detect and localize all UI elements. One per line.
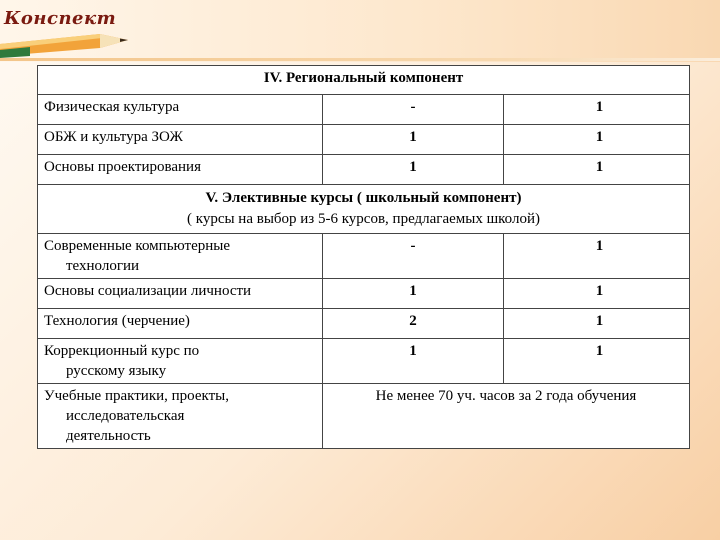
subject-name: ОБЖ и культура ЗОЖ [38,125,323,155]
subject-name-line2: технологии [66,258,140,274]
table-row [38,125,690,155]
hours-grade-10: 2 [323,309,504,339]
slide-header-bar [0,0,720,62]
hours-grade-11: 1 [504,125,690,155]
hours-grade-11: 1 [504,339,690,384]
table-row [38,234,690,279]
curriculum-table-container [37,65,690,449]
subject-name [38,384,323,449]
section-5-header [38,185,690,234]
table-row [38,384,690,449]
hours-grade-10: 1 [323,279,504,309]
subject-name: Основы социализации личности [38,279,323,309]
logo-text: Конспект [4,8,117,29]
subject-name [38,234,323,279]
hours-grade-11: 1 [504,155,690,185]
table-row [38,309,690,339]
table-row [38,339,690,384]
hours-grade-10: - [323,95,504,125]
subject-name-line2: исследовательская [66,408,185,424]
hours-grade-10: 1 [323,155,504,185]
section-5-subtitle: ( курсы на выбор из 5-6 курсов, предлагаемых школой) [187,211,540,227]
subject-name: Технология (черчение) [38,309,323,339]
subject-name: Физическая культура [38,95,323,125]
table-row [38,95,690,125]
subject-name-line3: деятельность [66,428,151,444]
section-4-title: IV. Региональный компонент [38,66,690,95]
subject-name-line1: Современные компьютерные [44,238,231,254]
section-4-header-row [38,66,690,95]
hours-grade-11: 1 [504,309,690,339]
subject-name-line1: Коррекционный курс по [44,343,200,359]
section-5-header-row [38,185,690,234]
hours-grade-11: 1 [504,234,690,279]
hours-grade-11: 1 [504,95,690,125]
hours-grade-10: - [323,234,504,279]
logo [0,0,150,62]
subject-name-line1: Учебные практики, проекты, [44,388,229,404]
subject-name [38,339,323,384]
curriculum-table [37,65,690,449]
table-row [38,155,690,185]
subject-name-line2: русскому языку [66,363,167,379]
hours-grade-10: 1 [323,125,504,155]
subject-name: Основы проектирования [38,155,323,185]
hours-grade-11: 1 [504,279,690,309]
hours-grade-10: 1 [323,339,504,384]
table-row [38,279,690,309]
hours-total-note: Не менее 70 уч. часов за 2 года обучения [323,384,690,449]
section-5-title: V. Элективные курсы ( школьный компонент) [205,190,522,206]
